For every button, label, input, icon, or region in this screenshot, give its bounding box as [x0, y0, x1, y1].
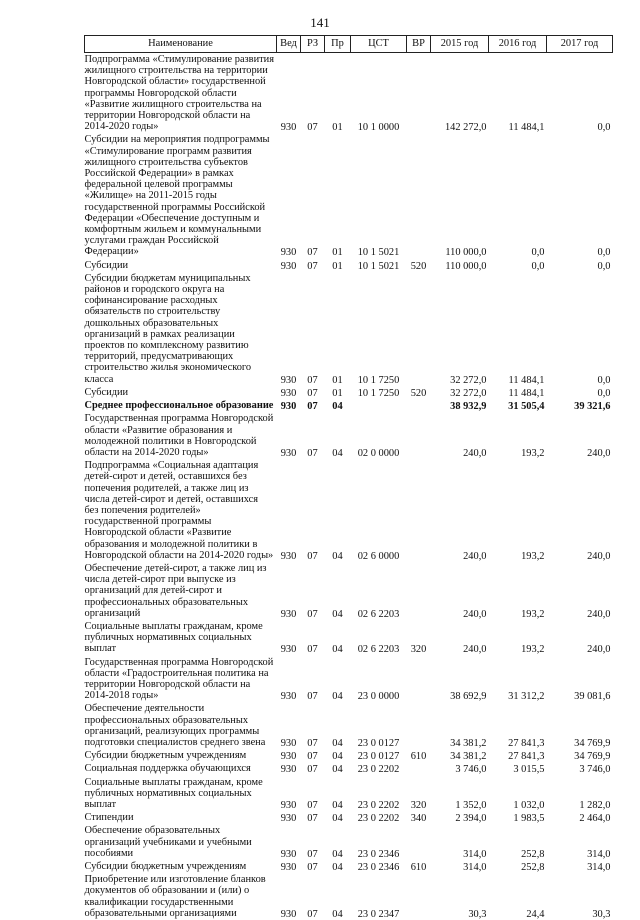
row-vr-cell	[407, 824, 431, 860]
table-row	[85, 860, 613, 873]
row-ved-cell: 930	[277, 386, 301, 399]
row-vr-cell	[407, 399, 431, 412]
row-2016-cell: 1 983,5	[489, 811, 547, 824]
row-rz-cell: 07	[301, 776, 325, 812]
row-cst-cell: 23 0 2202	[351, 776, 407, 812]
row-name-cell: Подпрограмма «Стимулирование развития жилищного строительства на территории Новгородской области» государственной программы Новгородской области «Развитие жилищного строительства на территории Новгородской области на 2014-2020 годы»	[85, 53, 277, 134]
row-rz-cell: 07	[301, 762, 325, 775]
row-rz-cell: 07	[301, 272, 325, 386]
row-name-cell: Субсидии бюджетам муниципальных районов и городского округа на софинансирование расходных обязательств по строительству дошкольных образовательных организаций в рамках реализации проектов по комплексному развитию территорий, предусматривающих строительство жилья экономического класса	[85, 272, 277, 386]
row-2017-cell: 240,0	[547, 412, 613, 459]
row-pr-cell: 04	[325, 749, 351, 762]
row-pr-cell: 04	[325, 860, 351, 873]
row-2017-cell: 30,3	[547, 873, 613, 920]
row-vr-cell	[407, 272, 431, 386]
row-ved-cell: 930	[277, 272, 301, 386]
table-row	[85, 259, 613, 272]
row-name-cell: Социальная поддержка обучающихся	[85, 762, 277, 775]
row-vr-cell: 610	[407, 860, 431, 873]
table-row	[85, 656, 613, 703]
row-vr-cell	[407, 459, 431, 562]
row-name-cell: Социальные выплаты гражданам, кроме публичных нормативных социальных выплат	[85, 620, 277, 656]
row-vr-cell	[407, 702, 431, 749]
row-ved-cell: 930	[277, 53, 301, 134]
table-row	[85, 53, 613, 134]
row-2016-cell: 3 015,5	[489, 762, 547, 775]
row-vr-cell: 320	[407, 620, 431, 656]
row-2015-cell: 30,3	[431, 873, 489, 920]
row-cst-cell: 23 0 0127	[351, 749, 407, 762]
table-row	[85, 811, 613, 824]
row-cst-cell: 02 6 0000	[351, 459, 407, 562]
row-ved-cell: 930	[277, 749, 301, 762]
row-name-cell: Субсидии бюджетным учреждениям	[85, 749, 277, 762]
row-ved-cell: 930	[277, 860, 301, 873]
table-row	[85, 824, 613, 860]
row-2016-cell: 193,2	[489, 412, 547, 459]
row-2015-cell: 110 000,0	[431, 133, 489, 258]
row-name-cell: Обеспечение образовательных организаций учебниками и учебными пособиями	[85, 824, 277, 860]
row-cst-cell: 23 0 2346	[351, 824, 407, 860]
table-row	[85, 412, 613, 459]
row-2017-cell: 240,0	[547, 459, 613, 562]
row-2016-cell: 193,2	[489, 459, 547, 562]
row-pr-cell: 04	[325, 620, 351, 656]
row-2017-cell: 2 464,0	[547, 811, 613, 824]
row-2015-cell: 142 272,0	[431, 53, 489, 134]
row-2015-cell: 240,0	[431, 412, 489, 459]
row-pr-cell: 01	[325, 53, 351, 134]
row-rz-cell: 07	[301, 873, 325, 920]
row-vr-cell: 520	[407, 259, 431, 272]
row-2017-cell: 34 769,9	[547, 702, 613, 749]
row-2015-cell: 32 272,0	[431, 386, 489, 399]
row-2017-cell: 0,0	[547, 386, 613, 399]
row-2017-cell: 39 321,6	[547, 399, 613, 412]
table-row	[85, 399, 613, 412]
row-ved-cell: 930	[277, 259, 301, 272]
row-2015-cell: 110 000,0	[431, 259, 489, 272]
row-2017-cell: 240,0	[547, 562, 613, 620]
table-row	[85, 620, 613, 656]
table-row	[85, 562, 613, 620]
row-ved-cell: 930	[277, 399, 301, 412]
budget-table	[84, 35, 613, 920]
row-name-cell: Подпрограмма «Социальная адаптация детей-сирот и детей, оставшихся без попечения родителей, а также лиц из числа детей-сирот и детей, оставшихся без попечения родителей» государственной программы Новгородской области «Развитие образования и молодежной политики в Новгородской области на 2014-2020 годы»	[85, 459, 277, 562]
row-ved-cell: 930	[277, 133, 301, 258]
row-ved-cell: 930	[277, 776, 301, 812]
row-2016-cell: 11 484,1	[489, 386, 547, 399]
row-cst-cell: 10 1 7250	[351, 272, 407, 386]
row-ved-cell: 930	[277, 824, 301, 860]
row-rz-cell: 07	[301, 811, 325, 824]
row-name-cell: Социальные выплаты гражданам, кроме публичных нормативных социальных выплат	[85, 776, 277, 812]
row-ved-cell: 930	[277, 656, 301, 703]
row-cst-cell: 10 1 0000	[351, 53, 407, 134]
row-2017-cell: 0,0	[547, 133, 613, 258]
row-ved-cell: 930	[277, 811, 301, 824]
row-cst-cell: 10 1 5021	[351, 133, 407, 258]
row-rz-cell: 07	[301, 53, 325, 134]
row-cst-cell: 23 0 2346	[351, 860, 407, 873]
row-vr-cell	[407, 133, 431, 258]
column-header-2015: 2015 год	[431, 36, 489, 53]
row-ved-cell: 930	[277, 459, 301, 562]
row-name-cell: Обеспечение детей-сирот, а также лиц из числа детей-сирот при выпуске из организаций для детей-сирот и профессиональных образовательных организаций	[85, 562, 277, 620]
row-pr-cell: 04	[325, 459, 351, 562]
row-2017-cell: 1 282,0	[547, 776, 613, 812]
table-row	[85, 873, 613, 920]
column-header-vr: ВР	[407, 36, 431, 53]
row-rz-cell: 07	[301, 386, 325, 399]
row-2017-cell: 0,0	[547, 259, 613, 272]
row-name-cell: Государственная программа Новгородской области «Развитие образования и молодежной политики в Новгородской области на 2014-2020 годы»	[85, 412, 277, 459]
row-rz-cell: 07	[301, 620, 325, 656]
row-pr-cell: 04	[325, 399, 351, 412]
row-rz-cell: 07	[301, 399, 325, 412]
column-header-ved: Вед	[277, 36, 301, 53]
row-2017-cell: 0,0	[547, 53, 613, 134]
row-ved-cell: 930	[277, 412, 301, 459]
row-2016-cell: 193,2	[489, 562, 547, 620]
row-cst-cell: 23 0 0000	[351, 656, 407, 703]
row-pr-cell: 01	[325, 386, 351, 399]
column-header-name: Наименование	[85, 36, 277, 53]
table-header	[85, 36, 613, 53]
row-rz-cell: 07	[301, 562, 325, 620]
row-name-cell: Субсидии бюджетным учреждениям	[85, 860, 277, 873]
row-2016-cell: 24,4	[489, 873, 547, 920]
row-name-cell: Обеспечение деятельности профессиональных образовательных организаций, реализующих программы подготовки специалистов среднего звена	[85, 702, 277, 749]
row-pr-cell: 04	[325, 824, 351, 860]
table-row	[85, 702, 613, 749]
row-cst-cell: 23 0 0127	[351, 702, 407, 749]
row-2016-cell: 11 484,1	[489, 272, 547, 386]
row-pr-cell: 04	[325, 656, 351, 703]
column-header-pr: Пр	[325, 36, 351, 53]
row-2015-cell: 2 394,0	[431, 811, 489, 824]
row-cst-cell: 23 0 2347	[351, 873, 407, 920]
row-2016-cell: 11 484,1	[489, 53, 547, 134]
row-2016-cell: 27 841,3	[489, 702, 547, 749]
row-2015-cell: 34 381,2	[431, 702, 489, 749]
row-ved-cell: 930	[277, 762, 301, 775]
row-cst-cell: 10 1 7250	[351, 386, 407, 399]
column-header-rz: РЗ	[301, 36, 325, 53]
row-vr-cell: 610	[407, 749, 431, 762]
row-2016-cell: 0,0	[489, 133, 547, 258]
row-ved-cell: 930	[277, 562, 301, 620]
row-name-cell: Среднее профессиональное образование	[85, 399, 277, 412]
table-body	[85, 53, 613, 920]
table-row	[85, 459, 613, 562]
row-pr-cell: 01	[325, 272, 351, 386]
row-vr-cell	[407, 656, 431, 703]
row-2016-cell: 0,0	[489, 259, 547, 272]
row-2015-cell: 240,0	[431, 620, 489, 656]
row-rz-cell: 07	[301, 749, 325, 762]
row-vr-cell: 320	[407, 776, 431, 812]
row-pr-cell: 01	[325, 133, 351, 258]
row-2016-cell: 27 841,3	[489, 749, 547, 762]
row-rz-cell: 07	[301, 133, 325, 258]
row-2016-cell: 252,8	[489, 860, 547, 873]
row-cst-cell: 02 6 2203	[351, 562, 407, 620]
row-pr-cell: 04	[325, 412, 351, 459]
row-cst-cell: 02 6 2203	[351, 620, 407, 656]
row-name-cell: Государственная программа Новгородской области «Градостроительная политика на территории Новгородской области на 2014-2018 годы»	[85, 656, 277, 703]
row-2015-cell: 32 272,0	[431, 272, 489, 386]
row-2015-cell: 240,0	[431, 562, 489, 620]
row-vr-cell: 520	[407, 386, 431, 399]
row-vr-cell	[407, 412, 431, 459]
row-pr-cell: 04	[325, 776, 351, 812]
row-rz-cell: 07	[301, 412, 325, 459]
row-vr-cell	[407, 562, 431, 620]
row-pr-cell: 04	[325, 762, 351, 775]
row-ved-cell: 930	[277, 702, 301, 749]
row-pr-cell: 04	[325, 811, 351, 824]
row-name-cell: Субсидии	[85, 259, 277, 272]
table-row	[85, 762, 613, 775]
row-vr-cell	[407, 873, 431, 920]
row-pr-cell: 04	[325, 702, 351, 749]
row-2016-cell: 31 312,2	[489, 656, 547, 703]
row-name-cell: Субсидии на мероприятия подпрограммы «Стимулирование программ развития жилищного строительства субъектов Российской Федерации» в рамках федеральной целевой программы «Жилище» на 2011-2015 годы государственной программы Российской Федерации «Обеспечение доступным и комфортным жильем и коммунальными услугами граждан Российской Федерации»	[85, 133, 277, 258]
row-rz-cell: 07	[301, 259, 325, 272]
row-2015-cell: 240,0	[431, 459, 489, 562]
row-cst-cell: 02 0 0000	[351, 412, 407, 459]
row-cst-cell	[351, 399, 407, 412]
table-row	[85, 776, 613, 812]
row-rz-cell: 07	[301, 656, 325, 703]
table-row	[85, 386, 613, 399]
page-number: 141	[0, 16, 640, 30]
row-2017-cell: 0,0	[547, 272, 613, 386]
row-2015-cell: 38 932,9	[431, 399, 489, 412]
row-pr-cell: 04	[325, 873, 351, 920]
row-2015-cell: 34 381,2	[431, 749, 489, 762]
row-name-cell: Стипендии	[85, 811, 277, 824]
row-2015-cell: 314,0	[431, 824, 489, 860]
row-2017-cell: 3 746,0	[547, 762, 613, 775]
row-vr-cell: 340	[407, 811, 431, 824]
row-name-cell: Приобретение или изготовление бланков документов об образовании и (или) о квалификации государственными образовательными организациями	[85, 873, 277, 920]
row-rz-cell: 07	[301, 824, 325, 860]
table-row	[85, 133, 613, 258]
row-cst-cell: 23 0 2202	[351, 811, 407, 824]
row-vr-cell	[407, 762, 431, 775]
row-2016-cell: 193,2	[489, 620, 547, 656]
row-rz-cell: 07	[301, 860, 325, 873]
row-name-cell: Субсидии	[85, 386, 277, 399]
row-2016-cell: 1 032,0	[489, 776, 547, 812]
row-pr-cell: 04	[325, 562, 351, 620]
column-header-2016: 2016 год	[489, 36, 547, 53]
row-2016-cell: 252,8	[489, 824, 547, 860]
row-rz-cell: 07	[301, 459, 325, 562]
row-vr-cell	[407, 53, 431, 134]
column-header-2017: 2017 год	[547, 36, 613, 53]
row-2017-cell: 240,0	[547, 620, 613, 656]
row-2016-cell: 31 505,4	[489, 399, 547, 412]
row-2015-cell: 38 692,9	[431, 656, 489, 703]
row-cst-cell: 23 0 2202	[351, 762, 407, 775]
row-2017-cell: 314,0	[547, 824, 613, 860]
row-2015-cell: 1 352,0	[431, 776, 489, 812]
row-2015-cell: 314,0	[431, 860, 489, 873]
row-pr-cell: 01	[325, 259, 351, 272]
row-ved-cell: 930	[277, 873, 301, 920]
table-row	[85, 272, 613, 386]
column-header-cst: ЦСТ	[351, 36, 407, 53]
row-2017-cell: 34 769,9	[547, 749, 613, 762]
row-cst-cell: 10 1 5021	[351, 259, 407, 272]
row-2017-cell: 39 081,6	[547, 656, 613, 703]
table-row	[85, 749, 613, 762]
row-2015-cell: 3 746,0	[431, 762, 489, 775]
row-ved-cell: 930	[277, 620, 301, 656]
row-rz-cell: 07	[301, 702, 325, 749]
row-2017-cell: 314,0	[547, 860, 613, 873]
